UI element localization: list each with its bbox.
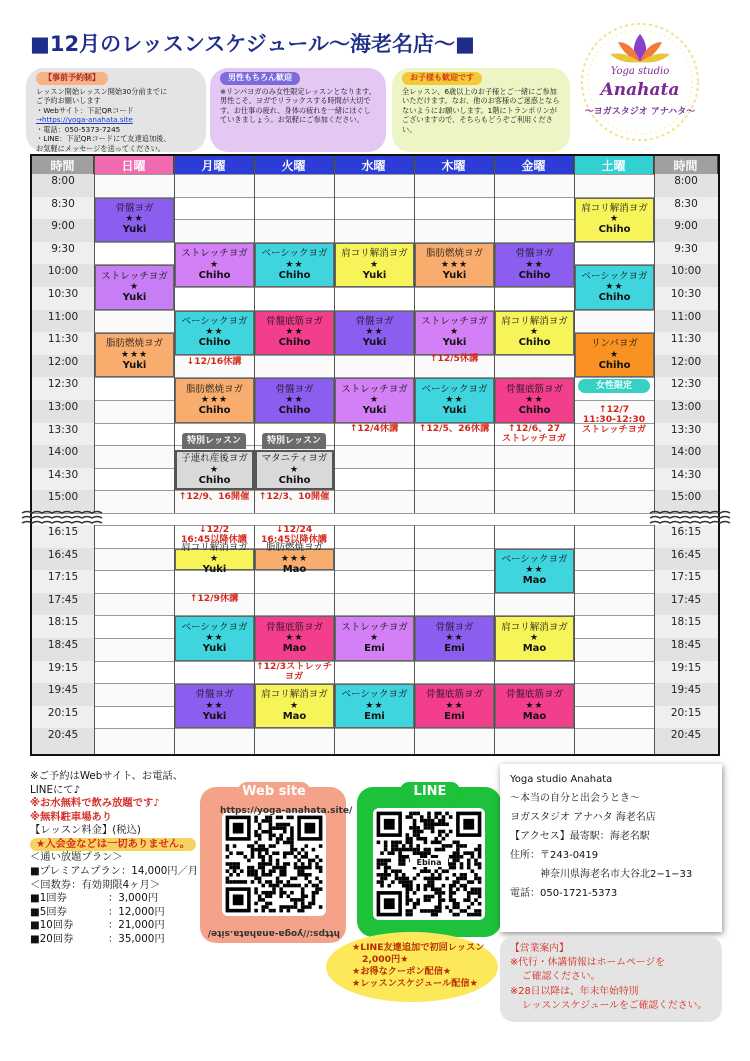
lesson-name: 骨盤ヨガ	[115, 202, 154, 214]
lesson-instructor: Yuki	[122, 224, 147, 236]
schedule-note: ↑12/6、27 ストレッチヨガ	[501, 422, 567, 445]
time-label: 12:30	[654, 377, 718, 400]
schedule-note: ↑12/3ストレッチヨガ	[255, 660, 333, 683]
info-store-name: ヨガスタジオ アナハタ 海老名店	[510, 812, 656, 823]
lesson-name: ベーシックヨガ	[421, 383, 488, 395]
lesson-difficulty: ★	[529, 327, 540, 338]
time-label: 9:00	[654, 219, 718, 242]
pricing-heading: 【レッスン料金】(税込)	[30, 824, 141, 837]
lesson-difficulty: ★★	[285, 327, 304, 338]
lesson-name: ベーシックヨガ	[181, 315, 248, 327]
break-wave-icon	[22, 510, 98, 526]
lesson-difficulty: ★★	[205, 700, 224, 711]
info-tagline: 〜本当の自分と出会うとき〜	[510, 793, 640, 804]
ticket-price-row	[30, 892, 195, 906]
ticket-price-row	[30, 919, 195, 933]
lesson-instructor: Mao	[522, 643, 547, 655]
time-label: 20:15	[654, 706, 718, 729]
time-label: 19:45	[32, 683, 94, 706]
business-line-4: レッスンスケジュールをご確認ください。	[522, 999, 708, 1011]
grid-row	[32, 445, 718, 468]
lesson-instructor: Yuki	[202, 711, 227, 723]
lesson-block[interactable]	[335, 378, 414, 422]
lesson-instructor: Yuki	[442, 269, 467, 281]
lesson-difficulty: ★	[129, 282, 140, 293]
lesson-name: 肩コリ解消ヨガ	[501, 315, 568, 327]
lesson-instructor: Yuki	[202, 643, 227, 655]
line-heading: LINE	[400, 782, 460, 802]
lesson-block[interactable]	[335, 243, 414, 287]
line-qr-label: Ebina	[410, 858, 448, 867]
day-header: 月曜	[174, 156, 254, 174]
lesson-instructor: Chiho	[278, 475, 311, 487]
time-label: 12:00	[32, 355, 94, 378]
lesson-block[interactable]	[175, 450, 254, 490]
time-label: 19:15	[32, 661, 94, 684]
lesson-difficulty: ★★	[445, 633, 464, 644]
lesson-block[interactable]	[415, 311, 494, 355]
lesson-difficulty: ★★★	[280, 554, 309, 565]
lesson-name: ベーシックヨガ	[501, 553, 568, 565]
kids-welcome-info	[392, 68, 570, 152]
info-access: 【アクセス】最寄駅：海老名駅	[510, 831, 650, 842]
lesson-block[interactable]	[575, 333, 654, 377]
lesson-block[interactable]	[175, 243, 254, 287]
lesson-block[interactable]	[335, 684, 414, 728]
ticket-label: ■5回券	[30, 905, 67, 918]
lesson-name: 脂肪燃焼ヨガ	[265, 542, 323, 554]
business-info	[500, 936, 722, 1022]
ticket-price-row	[30, 906, 195, 920]
time-label: 20:45	[654, 728, 718, 754]
lesson-difficulty: ★★	[525, 565, 544, 576]
lesson-difficulty: ★★	[285, 259, 304, 270]
lesson-instructor: Chiho	[518, 337, 551, 349]
schedule-note: ↑12/5休講	[429, 352, 479, 364]
logo-kana: 〜ヨガスタジオ アナハタ〜	[584, 107, 696, 117]
lesson-block[interactable]	[495, 378, 574, 422]
info-studio-name: Yoga studio Anahata	[510, 774, 613, 785]
lesson-difficulty: ★	[449, 327, 460, 338]
lesson-block[interactable]	[255, 684, 334, 728]
lesson-name: 骨盤底筋ヨガ	[265, 315, 323, 327]
lesson-name: ストレッチヨガ	[101, 270, 168, 282]
schedule-note: ↓12/2 16:45以降休講	[181, 524, 247, 546]
time-label: 8:30	[32, 197, 94, 220]
line-promo-2: 2,000円★	[362, 954, 409, 966]
lesson-block[interactable]	[95, 198, 174, 242]
grid-column-line	[654, 156, 655, 754]
lesson-name: 骨盤底筋ヨガ	[265, 621, 323, 633]
lesson-name: 脂肪燃焼ヨガ	[185, 383, 243, 395]
lesson-block[interactable]	[495, 243, 574, 287]
lesson-name: 肩コリ解消ヨガ	[341, 247, 408, 259]
lesson-difficulty: ★★	[525, 700, 544, 711]
lesson-block[interactable]	[495, 616, 574, 660]
lesson-block[interactable]	[255, 311, 334, 355]
grid-row	[32, 490, 718, 513]
time-label: 11:00	[654, 310, 718, 333]
studio-info-card	[500, 764, 722, 932]
business-line-3: ※28日以降は、年末年始特別	[510, 985, 639, 997]
time-label: 11:00	[32, 310, 94, 333]
time-label: 10:30	[32, 287, 94, 310]
schedule-note: ↑12/7 11:30-12:30 ストレッチヨガ	[581, 403, 647, 436]
time-label: 11:30	[654, 332, 718, 355]
lesson-name: 骨盤底筋ヨガ	[425, 689, 483, 701]
lesson-name: マタニティヨガ	[261, 453, 328, 465]
lesson-block[interactable]	[175, 616, 254, 660]
lesson-name: 脂肪燃焼ヨガ	[105, 338, 163, 350]
lesson-difficulty: ★	[369, 259, 380, 270]
day-header: 日曜	[94, 156, 174, 174]
ticket-label: ■20回券	[30, 932, 74, 945]
time-label: 12:30	[32, 377, 94, 400]
lesson-name: 骨盤底筋ヨガ	[505, 689, 563, 701]
lesson-difficulty: ★★	[285, 395, 304, 406]
kids-welcome-heading: お子様も歓迎です	[402, 72, 482, 85]
lesson-name: ベーシックヨガ	[581, 270, 648, 282]
lesson-block[interactable]	[175, 542, 254, 576]
ticket-price: ：35,000円	[108, 932, 165, 945]
lesson-difficulty: ★★	[445, 700, 464, 711]
lesson-name: ベーシックヨガ	[261, 247, 328, 259]
time-label: 13:30	[654, 423, 718, 446]
ticket-label: ■10回券	[30, 919, 74, 932]
lesson-difficulty: ★★	[525, 259, 544, 270]
lesson-instructor: Chiho	[278, 337, 311, 349]
lesson-difficulty: ★	[369, 633, 380, 644]
grid-row	[32, 174, 718, 197]
lesson-name: 肩コリ解消ヨガ	[501, 621, 568, 633]
time-label: 13:30	[32, 423, 94, 446]
lesson-instructor: Yuki	[442, 405, 467, 417]
lesson-block[interactable]	[335, 616, 414, 660]
lesson-difficulty: ★★	[365, 700, 384, 711]
grid-row	[32, 468, 718, 491]
grid-row	[32, 570, 718, 593]
lesson-instructor: Chiho	[198, 405, 231, 417]
time-label: 14:30	[654, 468, 718, 491]
lesson-block[interactable]	[335, 311, 414, 355]
line-promo-3: ★お得なクーポン配信★	[352, 966, 452, 978]
lesson-instructor: Yuki	[442, 337, 467, 349]
day-header: 水曜	[334, 156, 414, 174]
lesson-block[interactable]	[175, 311, 254, 355]
grid-row	[32, 728, 718, 754]
time-label: 8:00	[654, 174, 718, 197]
time-label: 17:45	[654, 593, 718, 616]
lesson-difficulty: ★★	[445, 395, 464, 406]
lesson-schedule	[30, 154, 720, 756]
lesson-instructor: Yuki	[362, 337, 387, 349]
time-label: 16:45	[32, 548, 94, 571]
lesson-block[interactable]	[255, 450, 334, 490]
schedule-note: ↓12/16休講	[186, 356, 242, 368]
lesson-name: 骨盤ヨガ	[435, 621, 474, 633]
lesson-difficulty: ★★	[365, 327, 384, 338]
grid-row	[32, 548, 718, 571]
grid-column-line	[94, 156, 95, 754]
lesson-difficulty: ★	[209, 259, 220, 270]
lesson-instructor: Yuki	[362, 269, 387, 281]
schedule-note: ↑12/3、10開催	[258, 490, 330, 502]
schedule-note: ↑12/4休講	[349, 422, 399, 434]
line-promo-1: ★LINE友達追加で初回レッスン	[352, 942, 485, 953]
time-label: 15:00	[32, 490, 94, 513]
day-header: 木曜	[414, 156, 494, 174]
men-welcome-info	[210, 68, 386, 152]
lesson-block[interactable]	[415, 684, 494, 728]
lesson-block[interactable]	[415, 243, 494, 287]
lesson-name: 肩コリ解消ヨガ	[181, 542, 248, 554]
no-fee-note: ★入会金などは一切ありません。	[30, 838, 196, 852]
time-label: 10:00	[32, 264, 94, 287]
ticket-price-row	[30, 933, 195, 947]
info-phone: 電話：050-1721-5373	[510, 888, 618, 899]
schedule-note: ↑12/5、26休講	[418, 422, 490, 434]
time-label: 18:45	[32, 638, 94, 661]
lesson-difficulty: ★	[529, 633, 540, 644]
website-url-top: https://yoga-anahata.site/	[220, 806, 353, 816]
lesson-block[interactable]	[495, 549, 574, 593]
lesson-difficulty: ★★	[205, 327, 224, 338]
time-label: 17:15	[32, 570, 94, 593]
grid-column-line	[574, 156, 575, 754]
page-title: ■12月のレッスンスケジュール〜海老名店〜■	[30, 32, 475, 56]
lesson-instructor: Chiho	[198, 475, 231, 487]
time-label: 16:15	[654, 525, 718, 548]
lesson-difficulty: ★★	[605, 282, 624, 293]
time-header: 時間	[654, 156, 718, 174]
website-heading: Web site	[238, 782, 310, 802]
lesson-instructor: Yuki	[122, 360, 147, 372]
reservation-heading: 【事前予約制】	[36, 72, 108, 85]
schedule-note: ↑12/9休講	[189, 592, 239, 604]
lesson-name: 骨盤ヨガ	[355, 315, 394, 327]
lesson-difficulty: ★	[209, 464, 220, 475]
lesson-block[interactable]	[255, 542, 334, 576]
kids-welcome-text: 全レッスン、6歳以上のお子様とご一緒にご参加いただけます。なお、他のお客様のご迷惑とならないようにお願いします。1階にトランポリンがございますので、そちらもどうぞご利用ください。	[402, 86, 560, 134]
time-label: 14:00	[32, 445, 94, 468]
plan-heading: ＜通い放題プラン＞	[30, 851, 123, 864]
special-lesson-label: 特別レッスン	[262, 433, 326, 449]
time-label: 13:00	[654, 400, 718, 423]
lesson-block[interactable]	[95, 333, 174, 377]
premium-plan: ■プレミアムプラン：14,000円／月	[30, 865, 199, 878]
time-label: 9:00	[32, 219, 94, 242]
info-address: 神奈川県海老名市大谷北2−1−33	[540, 869, 693, 880]
time-label: 13:00	[32, 400, 94, 423]
lesson-difficulty: ★	[369, 395, 380, 406]
schedule-note: ↑12/9、16開催	[178, 490, 250, 502]
grid-row	[32, 525, 718, 548]
men-welcome-text: ※リンパヨガのみ女性限定レッスンとなります。 男性こそ、ヨガでリラックスする時間が大切です。お仕事の疲れ、身体の疲れを一緒にほぐしていきましょう。お気軽にご参加ください。	[220, 86, 376, 125]
lesson-name: 骨盤ヨガ	[515, 247, 554, 259]
time-label: 18:15	[32, 615, 94, 638]
time-label: 9:30	[654, 242, 718, 265]
lesson-instructor: Mao	[282, 564, 307, 576]
lesson-instructor: Emi	[364, 711, 385, 723]
lesson-difficulty: ★	[609, 349, 620, 360]
time-label: 10:30	[654, 287, 718, 310]
lesson-name: 肩コリ解消ヨガ	[581, 202, 648, 214]
lesson-name: 子連れ産後ヨガ	[181, 453, 248, 465]
lesson-name: ストレッチヨガ	[341, 383, 408, 395]
grid-row	[32, 661, 718, 684]
lesson-block[interactable]	[415, 378, 494, 422]
time-label: 16:15	[32, 525, 94, 548]
schedule-break	[32, 513, 718, 525]
ticket-label: ■1回券	[30, 892, 67, 905]
lesson-block[interactable]	[495, 311, 574, 355]
logo-studio-text: Yoga studio	[610, 66, 670, 77]
website-url-bottom: https://yoga-anahata.site/	[207, 928, 340, 938]
reservation-text: レッスン開始レッスン開始30分前までに ご予約お願いします ・Webサイト：下記QRコード	[36, 86, 168, 115]
lesson-block[interactable]	[255, 378, 334, 422]
lesson-name: ストレッチヨガ	[181, 247, 248, 259]
time-label: 9:30	[32, 242, 94, 265]
lesson-block[interactable]	[175, 684, 254, 728]
lesson-instructor: Mao	[522, 711, 547, 723]
lesson-difficulty: ★	[209, 554, 220, 565]
lesson-difficulty: ★★	[125, 214, 144, 225]
booking-note: ※ご予約はWebサイト、お電話、LINEにて♪	[30, 770, 183, 796]
men-welcome-heading: 男性もちろん歓迎	[220, 72, 300, 85]
lesson-instructor: Chiho	[598, 292, 631, 304]
lesson-name: 骨盤ヨガ	[195, 689, 234, 701]
lesson-block[interactable]	[95, 265, 174, 309]
ticket-price-list	[30, 892, 200, 946]
lesson-name: ストレッチヨガ	[341, 621, 408, 633]
schedule-note: ↓12/24 16:45以降休講	[261, 524, 327, 546]
lesson-instructor: Chiho	[598, 360, 631, 372]
lesson-instructor: Mao	[282, 643, 307, 655]
pricing-info	[30, 770, 200, 947]
lesson-difficulty: ★	[289, 464, 300, 475]
studio-logo	[566, 20, 714, 144]
lesson-instructor: Yuki	[362, 405, 387, 417]
time-label: 18:15	[654, 615, 718, 638]
special-lesson-label: 特別レッスン	[182, 433, 246, 449]
line-promo	[326, 932, 498, 1002]
time-label: 10:00	[654, 264, 718, 287]
lesson-instructor: Emi	[444, 643, 465, 655]
time-label: 14:00	[654, 445, 718, 468]
break-wave-icon	[650, 510, 728, 526]
lesson-difficulty: ★★	[285, 633, 304, 644]
business-line-1: ※代行・休講情報はホームページを	[510, 957, 665, 969]
grid-row	[32, 593, 718, 616]
website-link[interactable]: →https://yoga-anahata.site	[36, 115, 133, 125]
time-label: 14:30	[32, 468, 94, 491]
line-promo-4: ★レッスンスケジュール配信★	[352, 978, 478, 990]
water-note: ※お水無料で飲み放題です♪	[30, 797, 160, 810]
lesson-block[interactable]	[575, 198, 654, 242]
lesson-name: ベーシックヨガ	[341, 689, 408, 701]
logo-name: Anahata	[600, 80, 680, 100]
lesson-instructor: Chiho	[198, 269, 231, 281]
lesson-instructor: Chiho	[598, 224, 631, 236]
lesson-instructor: Emi	[364, 643, 385, 655]
time-label: 8:30	[654, 197, 718, 220]
ticket-heading: ＜回数券：有効期限4ヶ月＞	[30, 878, 161, 891]
lesson-instructor: Mao	[522, 575, 547, 587]
time-label: 20:15	[32, 706, 94, 729]
lesson-name: リンパヨガ	[591, 338, 638, 350]
reservation-contact: ・電話：050-5373-7245 ・LINE：下記QRコードにて友達追加後、 お気軽にメッセージを送ってください。	[36, 124, 171, 153]
time-label: 17:45	[32, 593, 94, 616]
lesson-name: ストレッチヨガ	[421, 315, 488, 327]
time-label: 19:45	[654, 683, 718, 706]
lesson-name: 脂肪燃焼ヨガ	[425, 247, 483, 259]
lesson-difficulty: ★	[289, 700, 300, 711]
ticket-price: ：3,000円	[108, 892, 159, 905]
lesson-block[interactable]	[255, 616, 334, 660]
lesson-block[interactable]	[255, 243, 334, 287]
lesson-name: ベーシックヨガ	[181, 621, 248, 633]
ticket-price: ：12,000円	[108, 905, 165, 918]
lesson-difficulty: ★★★	[200, 395, 229, 406]
time-header: 時間	[32, 156, 94, 174]
business-line-2: ご確認ください。	[522, 971, 601, 983]
lesson-instructor: Chiho	[518, 405, 551, 417]
time-label: 15:00	[654, 490, 718, 513]
lesson-difficulty: ★★★	[440, 259, 469, 270]
women-only-badge: 女性限定	[578, 379, 650, 393]
time-label: 17:15	[654, 570, 718, 593]
lesson-instructor: Chiho	[198, 337, 231, 349]
day-header: 金曜	[494, 156, 574, 174]
day-header: 火曜	[254, 156, 334, 174]
time-label: 19:15	[654, 661, 718, 684]
lesson-difficulty: ★★	[205, 633, 224, 644]
time-label: 16:45	[654, 548, 718, 571]
lesson-difficulty: ★★	[525, 395, 544, 406]
lesson-instructor: Chiho	[518, 269, 551, 281]
business-heading: 【営業案内】	[510, 943, 569, 954]
lesson-block[interactable]	[175, 378, 254, 422]
time-label: 20:45	[32, 728, 94, 754]
lesson-instructor: Mao	[282, 711, 307, 723]
lesson-name: 骨盤底筋ヨガ	[505, 383, 563, 395]
info-postcode: 住所：〒243-0419	[510, 850, 599, 861]
lesson-block[interactable]	[495, 684, 574, 728]
lesson-instructor: Yuki	[122, 292, 147, 304]
time-label: 8:00	[32, 174, 94, 197]
reservation-info	[26, 68, 206, 152]
lesson-name: 骨盤ヨガ	[275, 383, 314, 395]
lesson-instructor: Emi	[444, 711, 465, 723]
lesson-instructor: Chiho	[278, 405, 311, 417]
website-qr-code[interactable]	[222, 812, 326, 916]
lesson-name: 肩コリ解消ヨガ	[261, 689, 328, 701]
parking-note: ※無料駐車場あり	[30, 810, 113, 823]
lesson-block[interactable]	[415, 616, 494, 660]
time-label: 18:45	[654, 638, 718, 661]
lesson-difficulty: ★★★	[120, 349, 149, 360]
day-header: 土曜	[574, 156, 654, 174]
lesson-difficulty: ★	[609, 214, 620, 225]
lesson-instructor: Yuki	[202, 564, 227, 576]
lesson-block[interactable]	[575, 265, 654, 309]
time-label: 12:00	[654, 355, 718, 378]
ticket-price: ：21,000円	[108, 919, 165, 932]
time-label: 11:30	[32, 332, 94, 355]
lesson-instructor: Chiho	[278, 269, 311, 281]
